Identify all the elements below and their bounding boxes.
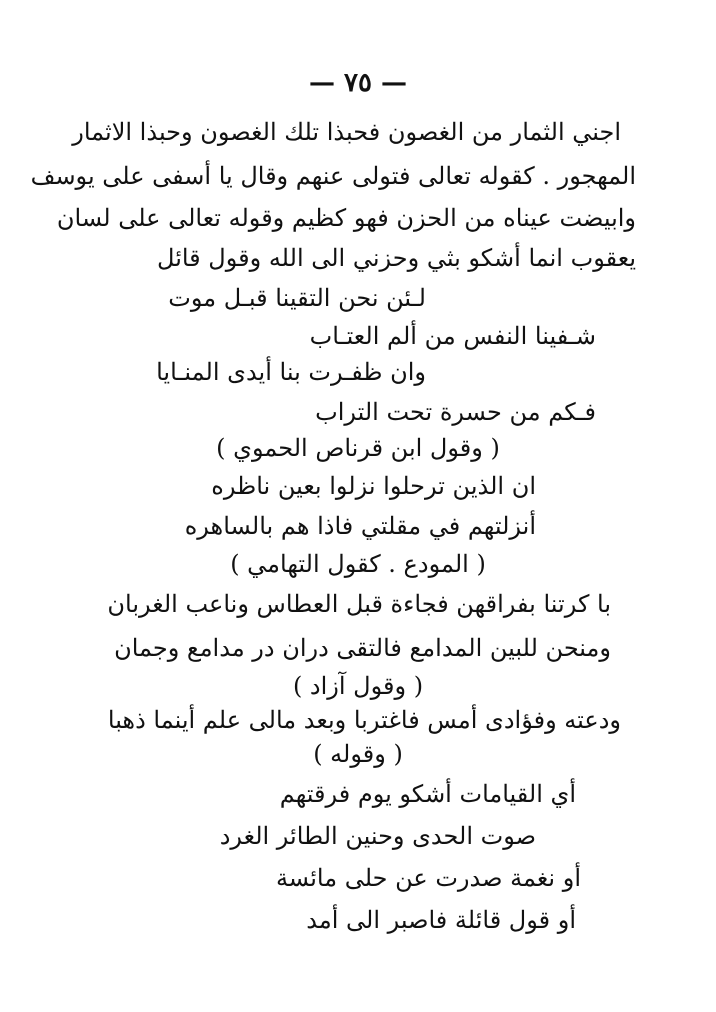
- verse-line: با كرتنا بفراقهن فجاءة قبل العطاس وناعب الغربان: [107, 590, 611, 618]
- verse-line: ان الذين ترحلوا نزلوا بعين ناظره: [211, 472, 536, 500]
- verse-line: وان ظفـرت بنا أيدى المنـايا: [156, 358, 426, 386]
- verse-line: أنزلتهم في مقلتي فاذا هم بالساهره: [184, 512, 536, 540]
- text-line: يعقوب انما أشكو بثي وحزني الى الله وقول قائل: [157, 244, 636, 272]
- verse-line: أي القيامات أشكو يوم فرقتهم: [279, 780, 576, 808]
- verse-line: شـفينا النفس من ألم العتـاب: [309, 322, 596, 350]
- verse-line: ومنحن للبين المدامع فالتقى دران در مدامع وجمان: [114, 634, 611, 662]
- verse-line: أو قول قائلة فاصبر الى أمد: [306, 906, 576, 934]
- verse-line: فـكم من حسرة تحت التراب: [315, 398, 596, 426]
- verse-line: لـئن نحن التقينا قبـل موت: [168, 284, 426, 312]
- text-line: وابيضت عيناه من الحزن فهو كظيم وقوله تعالى على لسان: [56, 204, 636, 232]
- text-line: اجني الثمار من الغصون فحبذا تلك الغصون وحبذا الاثمار: [72, 118, 621, 146]
- section-heading: ( وقوله ): [313, 740, 403, 768]
- verse-line: أو نغمة صدرت عن حلى مائسة: [275, 864, 581, 892]
- verse-line: ودعته وفؤادى أمس فاغتربا وبعد مالى علم أينما ذهبا: [107, 706, 621, 734]
- section-heading: ( وقول آزاد ): [292, 672, 424, 700]
- page-number: — ٧٥ —: [308, 68, 408, 98]
- verse-line: صوت الحدى وحنين الطائر الغرد: [219, 822, 536, 850]
- text-line: المهجور . كقوله تعالى فتولى عنهم وقال يا أسفى على يوسف: [30, 162, 636, 190]
- section-heading: ( وقول ابن قرناص الحموي ): [216, 434, 500, 462]
- section-heading: ( المودع . كقول التهامي ): [230, 550, 486, 578]
